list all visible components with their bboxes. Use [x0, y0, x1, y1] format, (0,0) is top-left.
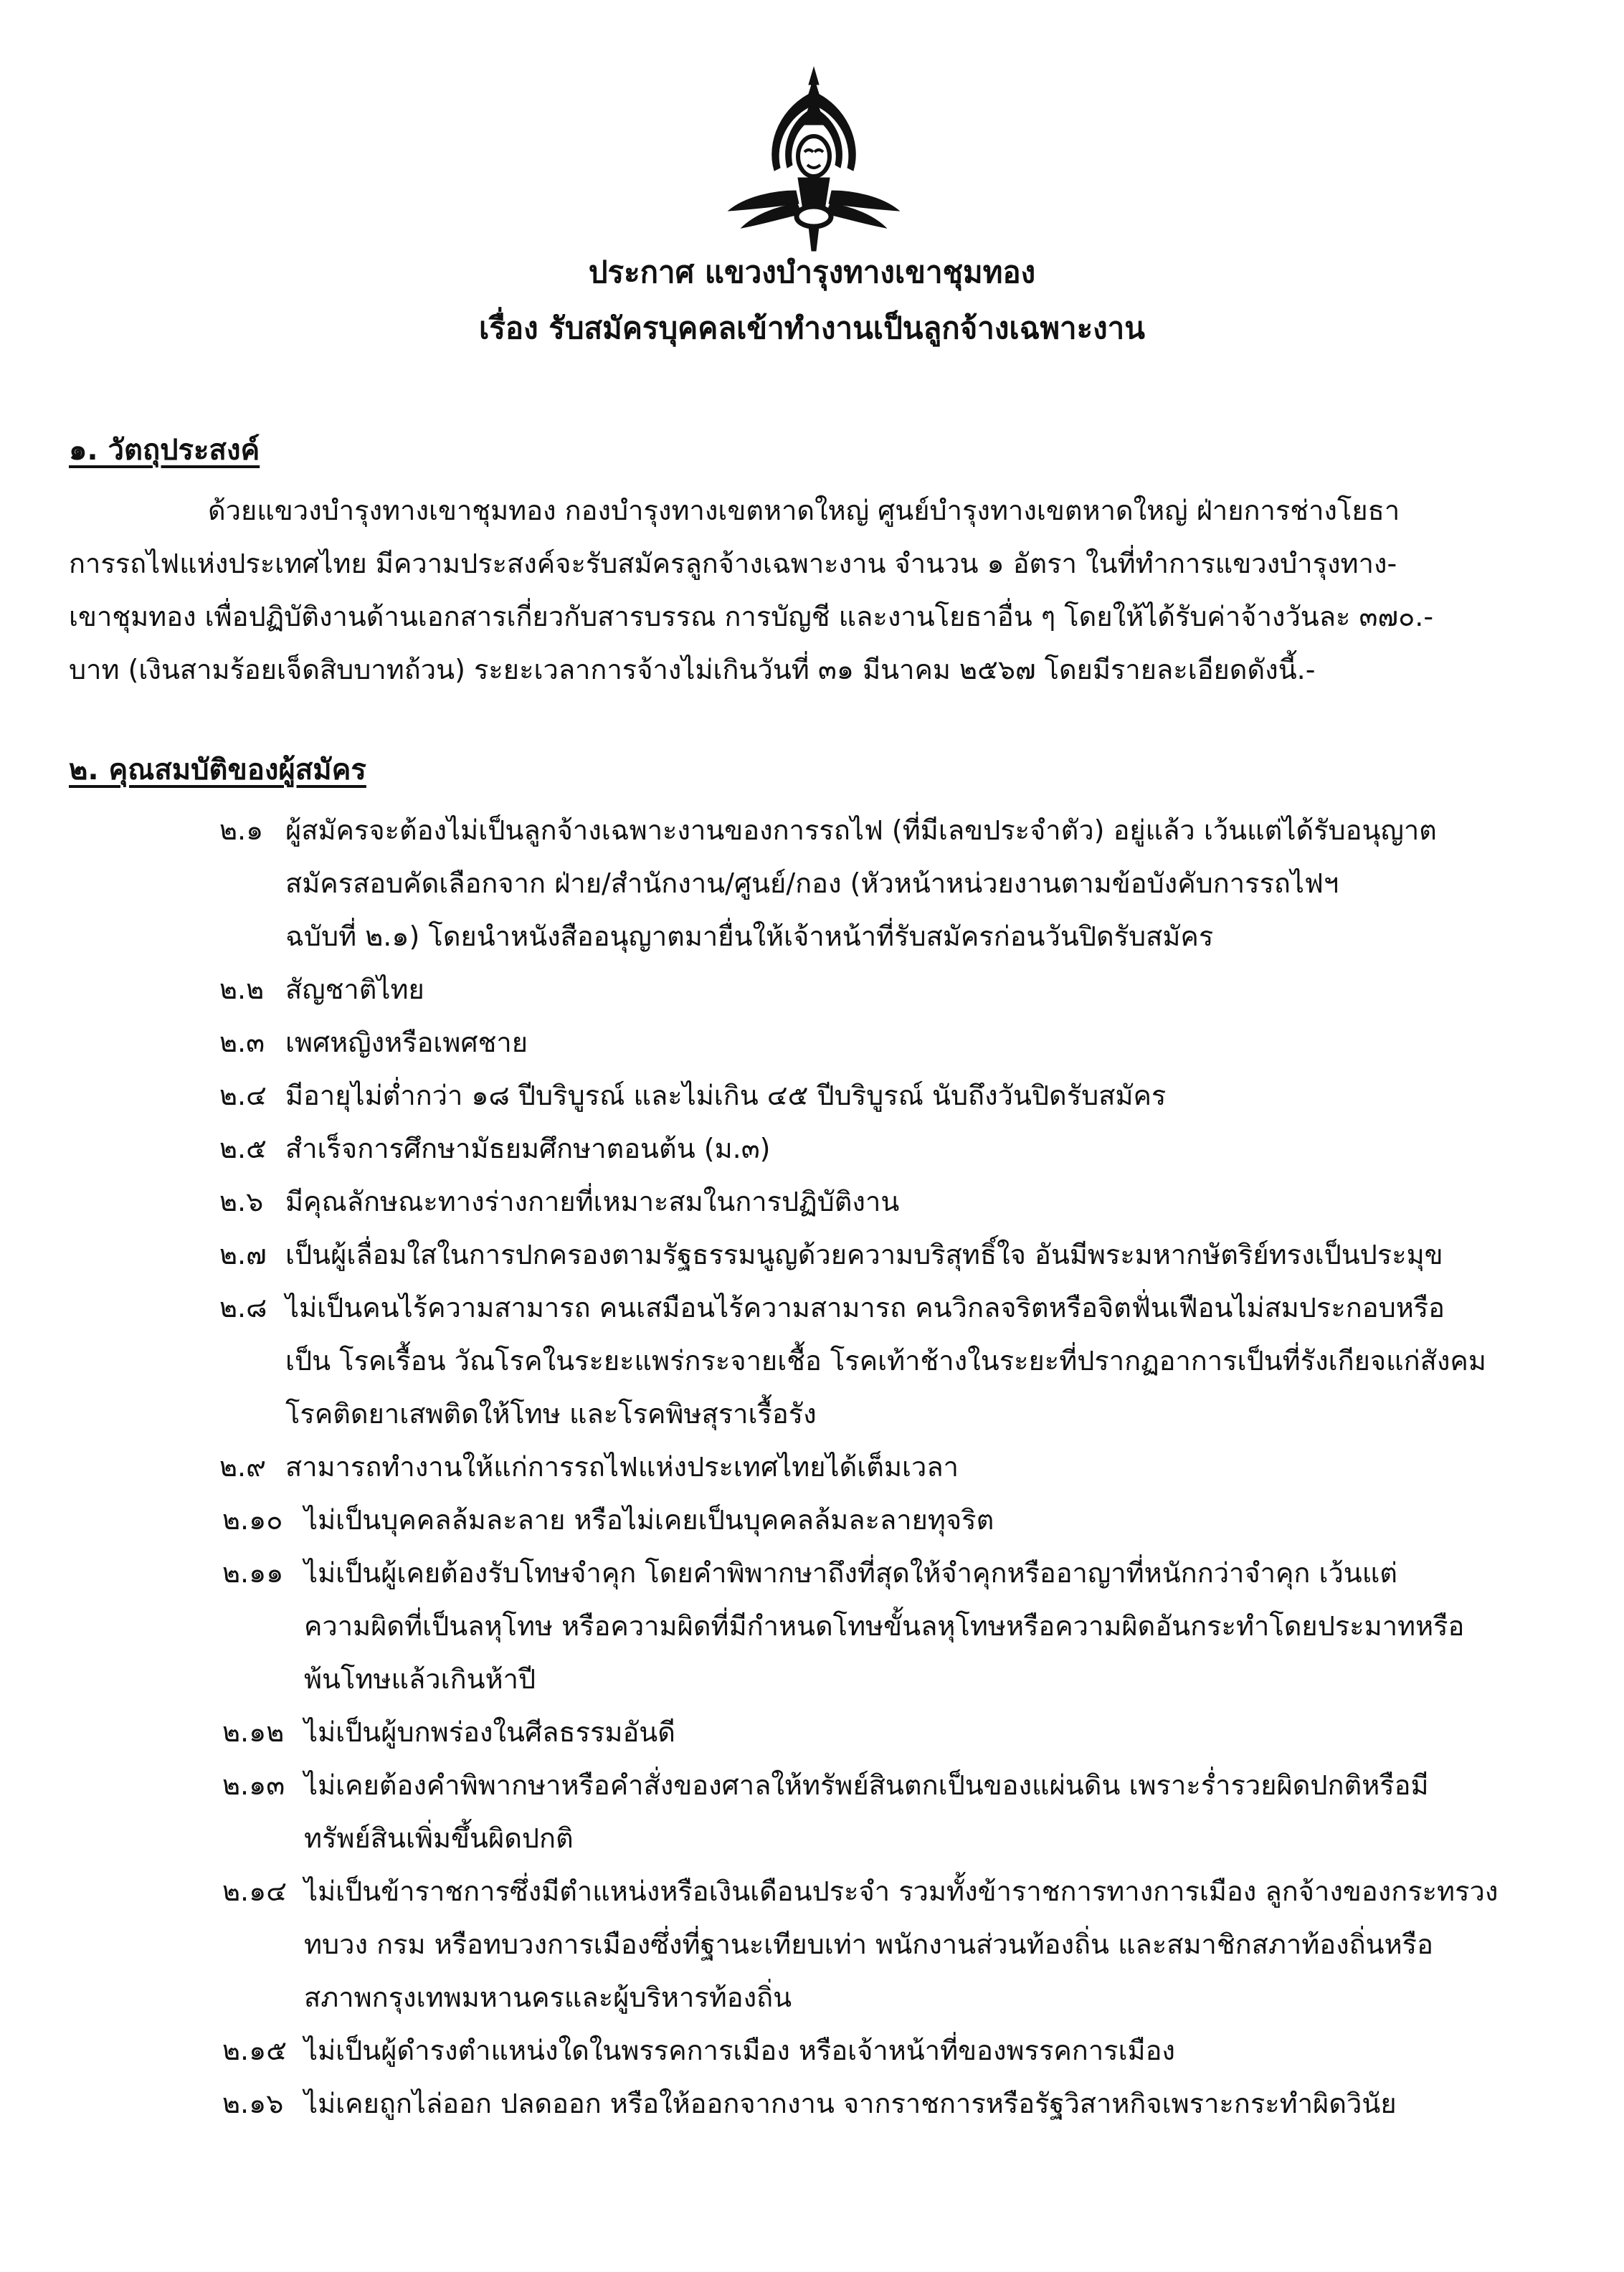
item-number: ๒.๒	[219, 974, 265, 1005]
item-text: เพศหญิงหรือเพศชาย	[285, 1027, 528, 1058]
item-text: ไม่เป็นคนไร้ความสามารถ คนเสมือนไร้ความสามารถ คนวิกลจริตหรือจิตฟั่นเฟือนไม่สมประกอบหรือ	[285, 1292, 1445, 1323]
section-1-line: เขาชุมทอง เพื่อปฏิบัติงานด้านเอกสารเกี่ยวกับสารบรรณ การบัญชี และงานโยธาอื่น ๆ โดยให้ได้รับค่าจ้างวันละ ๓๗๐.-	[69, 601, 1434, 632]
item-number: ๒.๑๖	[222, 2088, 284, 2119]
item-text: ทบวง กรม หรือทบวงการเมืองซึ่งที่ฐานะเทียบเท่า พนักงานส่วนท้องถิ่น และสมาชิกสภาท้องถิ่นหรือ	[304, 1929, 1433, 1960]
item-number: ๒.๗	[219, 1239, 267, 1270]
item-text: ไม่เคยถูกไล่ออก ปลดออก หรือให้ออกจากงาน จากราชการหรือรัฐวิสาหกิจเพราะกระทำผิดวินัย	[304, 2088, 1397, 2119]
state-railway-emblem-icon	[724, 63, 903, 258]
item-text: โรคติดยาเสพติดให้โทษ และโรคพิษสุราเรื้อรัง	[285, 1398, 817, 1430]
item-text: ไม่เป็นผู้บกพร่องในศีลธรรมอันดี	[304, 1716, 675, 1748]
item-number: ๒.๓	[219, 1027, 265, 1058]
item-text: สำเร็จการศึกษามัธยมศึกษาตอนต้น (ม.๓)	[285, 1133, 771, 1164]
item-text: สมัครสอบคัดเลือกจาก ฝ่าย/สำนักงาน/ศูนย์/กอง (หัวหน้าหน่วยงานตามข้อบังคับการรถไฟฯ	[285, 868, 1339, 899]
section-1-line: การรถไฟแห่งประเทศไทย มีความประสงค์จะรับสมัครลูกจ้างเฉพาะงาน จำนวน ๑ อัตรา ในที่ทำการแขวงบำรุงทาง-	[69, 548, 1397, 579]
item-number: ๒.๑๓	[222, 1769, 285, 1801]
item-text: ผู้สมัครจะต้องไม่เป็นลูกจ้างเฉพาะงานของการรถไฟ (ที่มีเลขประจำตัว) อยู่แล้ว เว้นแต่ได้รับอนุญาต	[285, 814, 1437, 846]
announcement-subject: เรื่อง รับสมัครบุคคลเข้าทำงานเป็นลูกจ้างเฉพาะงาน	[479, 310, 1145, 346]
item-text: ไม่เคยต้องคำพิพากษาหรือคำสั่งของศาลให้ทรัพย์สินตกเป็นของแผ่นดิน เพราะร่ำรวยผิดปกติหรือมี	[304, 1769, 1429, 1801]
item-number: ๒.๑๑	[222, 1557, 284, 1589]
item-text: ไม่เป็นข้าราชการซึ่งมีตำแหน่งหรือเงินเดือนประจำ รวมทั้งข้าราชการทางการเมือง ลูกจ้างของกระทรวง	[304, 1876, 1499, 1907]
item-text: ไม่เป็นบุคคลล้มละลาย หรือไม่เคยเป็นบุคคลล้มละลายทุจริต	[304, 1504, 994, 1536]
item-number: ๒.๑๔	[222, 1876, 288, 1907]
item-number: ๒.๑	[219, 814, 264, 846]
item-text: ทรัพย์สินเพิ่มขึ้นผิดปกติ	[304, 1822, 574, 1854]
item-text: สัญชาติไทย	[285, 974, 424, 1005]
item-text: สามารถทำงานให้แก่การรถไฟแห่งประเทศไทยได้เต็มเวลา	[285, 1451, 959, 1483]
item-text: ความผิดที่เป็นลหุโทษ หรือความผิดที่มีกำหนดโทษขั้นลหุโทษหรือความผิดอันกระทำโดยประมาทหรือ	[304, 1610, 1465, 1642]
item-text: เป็นผู้เลื่อมใสในการปกครองตามรัฐธรรมนูญด้วยความบริสุทธิ์ใจ อันมีพระมหากษัตริย์ทรงเป็นประมุข	[285, 1239, 1443, 1270]
item-text: ไม่เป็นผู้ดำรงตำแหน่งใดในพรรคการเมือง หรือเจ้าหน้าที่ของพรรคการเมือง	[304, 2035, 1175, 2066]
item-text: ไม่เป็นผู้เคยต้องรับโทษจำคุก โดยคำพิพากษาถึงที่สุดให้จำคุกหรืออาญาที่หนักกว่าจำคุก เว้นแต่	[304, 1557, 1397, 1589]
section-1-line: ด้วยแขวงบำรุงทางเขาชุมทอง กองบำรุงทางเขตหาดใหญ่ ศูนย์บำรุงทางเขตหาดใหญ่ ฝ่ายการช่างโยธา	[208, 495, 1400, 526]
item-text: เป็น โรคเรื้อน วัณโรคในระยะแพร่กระจายเชื้อ โรคเท้าช้างในระยะที่ปรากฏอาการเป็นที่รังเกียจแก่สังคม	[285, 1345, 1486, 1377]
item-text: พ้นโทษแล้วเกินห้าปี	[304, 1663, 536, 1695]
announcement-title: ประกาศ แขวงบำรุงทางเขาชุมทอง	[588, 255, 1036, 290]
item-number: ๒.๑๕	[222, 2035, 288, 2066]
item-number: ๒.๑๒	[222, 1716, 285, 1748]
item-number: ๒.๖	[219, 1186, 264, 1217]
item-number: ๒.๕	[219, 1133, 267, 1164]
item-number: ๒.๙	[219, 1451, 266, 1483]
item-text: มีคุณลักษณะทางร่างกายที่เหมาะสมในการปฏิบัติงาน	[285, 1186, 900, 1217]
section-1-line: บาท (เงินสามร้อยเจ็ดสิบบาทถ้วน) ระยะเวลาการจ้างไม่เกินวันที่ ๓๑ มีนาคม ๒๕๖๗ โดยมีรายละเอียดดังนี้.-	[69, 654, 1316, 685]
section-1-title: ๑. วัตถุประสงค์	[69, 434, 260, 467]
item-text: สภาพกรุงเทพมหานครและผู้บริหารท้องถิ่น	[304, 1982, 792, 2013]
item-number: ๒.๑๐	[222, 1504, 283, 1536]
item-text: ฉบับที่ ๒.๑) โดยนำหนังสืออนุญาตมายื่นให้เจ้าหน้าที่รับสมัครก่อนวันปิดรับสมัคร	[285, 921, 1214, 952]
item-number: ๒.๘	[219, 1292, 267, 1323]
section-2-title: ๒. คุณสมบัติของผู้สมัคร	[69, 754, 366, 786]
item-text: มีอายุไม่ต่ำกว่า ๑๘ ปีบริบูรณ์ และไม่เกิน ๔๕ ปีบริบูรณ์ นับถึงวันปิดรับสมัคร	[285, 1080, 1167, 1111]
item-number: ๒.๔	[219, 1080, 267, 1111]
